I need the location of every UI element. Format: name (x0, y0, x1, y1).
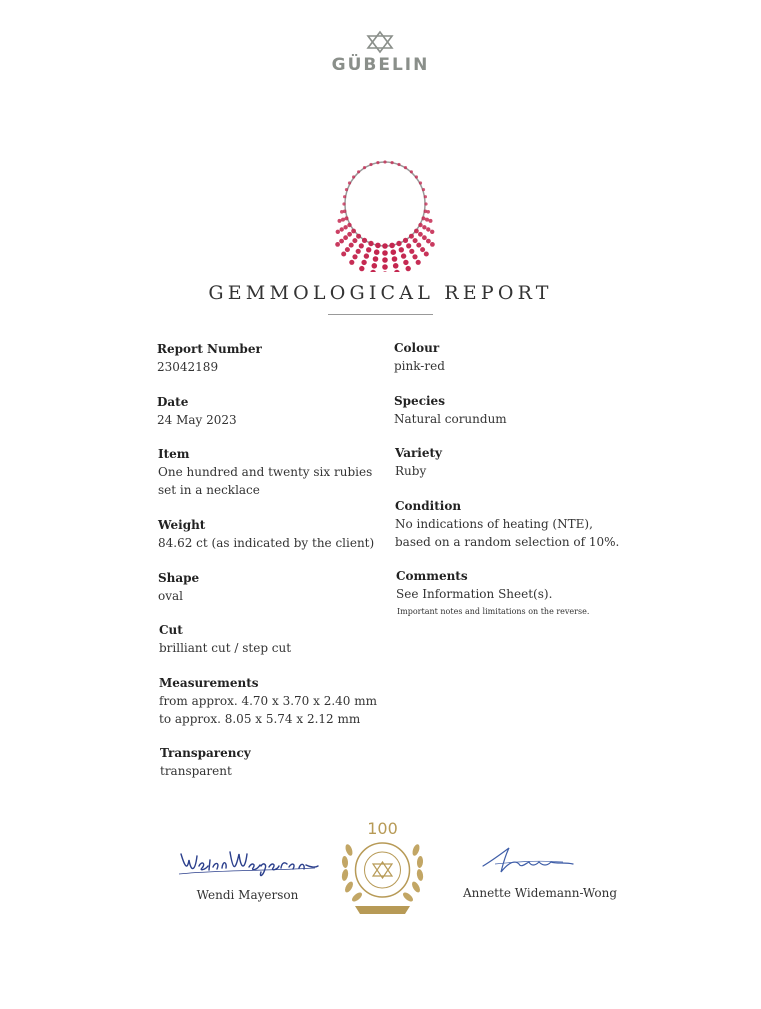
ruby-stone (415, 175, 418, 178)
field-label: Comments (396, 569, 468, 583)
ruby-stone (370, 270, 376, 272)
field-label: Shape (158, 571, 200, 585)
ruby-stone (374, 249, 380, 255)
ruby-stone (382, 271, 388, 272)
ruby-stone (406, 243, 411, 248)
field-value: 23042189 (157, 360, 219, 374)
field-value: 84.62 ct (as indicated by the client) (158, 536, 375, 550)
ruby-stone (419, 181, 422, 184)
field-value: One hundred and twenty six rubies set in a necklace (158, 465, 373, 497)
field-label: Report Number (157, 342, 262, 356)
ruby-stone (413, 238, 418, 243)
field-value: transparent (160, 764, 232, 778)
ruby-stone (422, 216, 426, 220)
ruby-stone (362, 238, 367, 243)
field-species (394, 393, 624, 428)
ruby-stone (389, 243, 395, 249)
ruby-stone (430, 242, 435, 247)
ruby-stone (341, 218, 345, 222)
ruby-stone (426, 210, 430, 214)
ruby-stone (368, 241, 373, 246)
ruby-stone (352, 175, 355, 178)
ruby-stone (426, 239, 431, 244)
ruby-stone (347, 232, 352, 237)
ruby-stone (426, 227, 430, 231)
field-label: Item (158, 447, 190, 461)
field-value: See Information Sheet(s). (396, 587, 553, 601)
field-label: Cut (159, 623, 183, 637)
signatory-name-right: Annette Widemann-Wong (462, 886, 618, 900)
ruby-stone (406, 266, 411, 271)
ruby-stone (345, 247, 350, 252)
ruby-stone (416, 243, 421, 248)
ruby-stone (383, 160, 386, 163)
field-comments (396, 568, 626, 603)
ruby-stone (352, 238, 357, 243)
ruby-stone (430, 230, 434, 234)
ruby-stone (345, 188, 348, 191)
field-value: Ruby (395, 464, 427, 478)
ruby-stone (391, 161, 394, 164)
ruby-stone (375, 243, 381, 249)
signatory-name-left: Wendi Mayerson (196, 888, 299, 902)
ruby-stone (366, 247, 371, 252)
ruby-stone (414, 229, 419, 234)
ruby-stone (382, 264, 388, 270)
field-transparency (160, 745, 390, 780)
ruby-stone (418, 223, 422, 227)
ruby-stone (403, 238, 408, 243)
ruby-stone (394, 270, 400, 272)
signature-wendi-mayerson (175, 840, 320, 885)
ruby-stone (424, 202, 427, 205)
field-label: Weight (158, 518, 206, 532)
field-date (157, 394, 387, 429)
ruby-stone (422, 188, 425, 191)
ruby-stone (343, 235, 348, 240)
ruby-stone (422, 235, 427, 240)
signature-annette-widemann-wong (475, 840, 595, 880)
ruby-stone (404, 166, 407, 169)
ruby-stone (422, 225, 426, 229)
field-label: Variety (395, 446, 443, 460)
ruby-stone (359, 266, 364, 271)
field-value: 24 May 2023 (157, 413, 237, 427)
ruby-stone (420, 247, 425, 252)
field-value: pink-red (394, 359, 445, 373)
field-label: Colour (394, 341, 440, 355)
field-condition (395, 498, 635, 551)
ruby-stone (342, 202, 345, 205)
ruby-stone (345, 216, 349, 220)
field-label: Transparency (160, 746, 251, 760)
ruby-stone (397, 163, 400, 166)
ruby-stone (351, 229, 356, 234)
ruby-stone (347, 223, 351, 227)
field-shape (158, 570, 388, 605)
ruby-stone (382, 257, 388, 263)
ruby-stone (357, 170, 360, 173)
ruby-stone (359, 243, 364, 248)
brand-name: GÜBELIN (331, 55, 430, 75)
field-label: Measurements (159, 676, 259, 690)
ruby-stone (349, 243, 354, 248)
field-value: Natural corundum (394, 412, 507, 426)
ruby-stone (335, 242, 340, 247)
field-value: from approx. 4.70 x 3.70 x 2.40 mm to approx. 8.05 x 5.74 x 2.12 mm (159, 694, 377, 726)
ruby-stone (424, 195, 427, 198)
ruby-stone (392, 256, 398, 262)
ruby-stone (376, 161, 379, 164)
reverse-note: Important notes and limitations on the reverse. (397, 607, 590, 616)
ruby-stone (425, 218, 429, 222)
field-report-number (157, 341, 387, 376)
ruby-stone (343, 225, 347, 229)
ruby-stone (429, 219, 433, 223)
ruby-stone (410, 170, 413, 173)
ruby-stone (356, 249, 361, 254)
field-label: Species (394, 394, 445, 408)
ruby-stone (356, 234, 361, 239)
seal-number: 100 (367, 819, 398, 838)
gubelin-monogram-icon (365, 30, 395, 54)
field-value: No indications of heating (NTE), based on a random selection of 10%. (395, 517, 620, 549)
field-item (158, 446, 393, 499)
ruby-stone (391, 249, 397, 255)
ruby-stone (418, 232, 423, 237)
ruby-stone (373, 256, 379, 262)
field-colour (394, 340, 624, 375)
ruby-necklace-image (330, 152, 440, 272)
ruby-stone (424, 252, 429, 257)
ruby-stone (409, 249, 414, 254)
ruby-stone (336, 230, 340, 234)
ruby-stone (401, 253, 406, 258)
ruby-stone (352, 254, 357, 259)
ruby-stone (340, 227, 344, 231)
ruby-stone (348, 181, 351, 184)
ruby-stone (363, 166, 366, 169)
ruby-stone (409, 234, 414, 239)
field-value: oval (158, 589, 183, 603)
field-value: brilliant cut / step cut (159, 641, 292, 655)
ruby-stone (416, 260, 421, 265)
ruby-stone (364, 253, 369, 258)
ruby-stone (403, 260, 408, 265)
ruby-stone (412, 254, 417, 259)
ruby-stone (369, 163, 372, 166)
report-title: GEMMOLOGICAL REPORT (208, 282, 553, 304)
ruby-stone (399, 247, 404, 252)
ruby-stone (343, 195, 346, 198)
ruby-stone (338, 219, 342, 223)
ruby-stone (349, 260, 354, 265)
ruby-stone (372, 263, 378, 269)
field-label: Condition (395, 499, 462, 513)
field-weight (158, 517, 393, 552)
ruby-stone (393, 263, 399, 269)
ruby-stone (396, 241, 401, 246)
ruby-stone (382, 250, 388, 256)
field-label: Date (157, 395, 189, 409)
field-variety (395, 445, 625, 480)
ruby-stone (361, 260, 366, 265)
ruby-stone (339, 239, 344, 244)
ruby-stone (340, 210, 344, 214)
field-cut (159, 622, 389, 657)
ruby-stone (341, 252, 346, 257)
field-measurements (159, 675, 394, 728)
title-divider (328, 314, 433, 315)
ruby-stone (382, 243, 388, 249)
seal-years-label: YEARS (365, 898, 400, 908)
